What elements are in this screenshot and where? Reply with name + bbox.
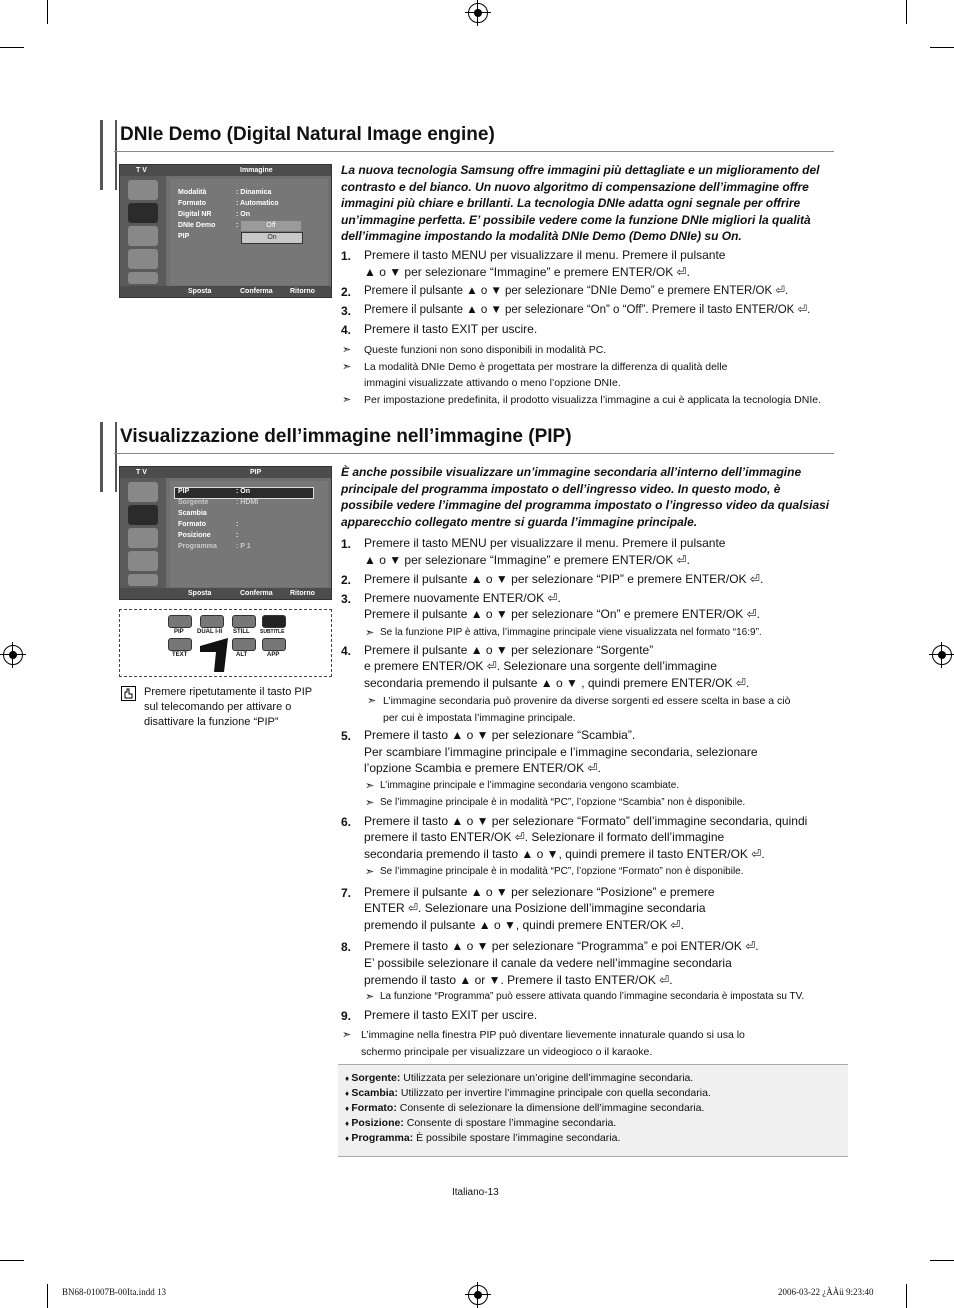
step-text: ▲ o ▼ per selezionare “Immagine” e premere ENTER/OK ⏎.: [364, 553, 690, 567]
step-text: Premere il tasto MENU per visualizzare il menu. Premere il pulsante: [364, 536, 726, 550]
osd-row-value: :: [236, 222, 239, 229]
registration-mark-icon: [932, 645, 952, 665]
sound-icon: [128, 226, 158, 246]
step-text: Premere il pulsante ▲ o ▼ per selezionare “On” o “Off”. Premere il tasto ENTER/OK ⏎.: [364, 304, 811, 316]
osd-row-label: Formato: [178, 200, 206, 207]
bullet-icon: ♦: [345, 1119, 352, 1128]
osd-row-value: : On: [236, 488, 250, 495]
tip-text: Premere ripetutamente il tasto PIP: [144, 686, 313, 698]
step-text: secondaria premendo il tasto ▲ o ▼, quindi premere il tasto ENTER/OK ⏎.: [364, 847, 765, 861]
channel-icon: [128, 551, 158, 571]
osd-row-value: :: [236, 521, 239, 528]
step-text: Premere il tasto EXIT per uscire.: [364, 1008, 538, 1022]
note-arrow-icon: ➣: [365, 780, 375, 792]
tip-text: sul telecomando per attivare o: [144, 701, 292, 713]
step-number: 5.: [341, 729, 352, 743]
osd-row-value: :: [236, 532, 239, 539]
step-number: 3.: [341, 304, 352, 318]
definition-item: [345, 1071, 693, 1086]
osd-row-value: : On: [236, 211, 250, 218]
step-number: 1.: [341, 249, 352, 263]
channel-icon: [128, 249, 158, 269]
step-text: Premere il pulsante ▲ o ▼ per selezionare “On” e premere ENTER/OK ⏎.: [364, 607, 760, 621]
osd-row-label: DNIe Demo: [178, 222, 216, 229]
note-text: Queste funzioni non sono disponibili in modalità PC.: [364, 344, 607, 356]
note-text: immagini visualizzate attivando o meno l’opzione DNIe.: [364, 377, 621, 389]
section-title-dnie: DNIe Demo (Digital Natural Image engine): [120, 124, 495, 145]
osd-row-label: Scambia: [178, 510, 207, 517]
remote-key-dual: [200, 615, 224, 628]
osd-option-off: Off: [241, 221, 301, 231]
step-text: premendo il tasto ▲ or ▼. Premere il tasto ENTER/OK ⏎.: [364, 973, 673, 987]
section1-intro: La nuova tecnologia Samsung offre immagini più dettagliate e un miglioramento del contrasto e del bianco. Un nuovo algoritmo di compensazione dell’immagine offre immagini più chiare e brillanti. La tecnologia DNIe adatta ogni segnale per offrire un’immagine perfetta. E’ possibile vedere come la funzione DNIe migliori la qualità dell’immagine impostando la modalità DNIe Demo (Demo DNIe) su On.: [341, 163, 820, 243]
registration-mark-icon: [3, 645, 23, 665]
note-text: La funzione “Programma” può essere attivata quando l’immagine secondaria è impostata su TV.: [380, 991, 805, 1002]
osd-row-label: Programma: [178, 543, 217, 550]
step-text: Premere il tasto ▲ o ▼ per selezionare “Formato” dell’immagine secondaria, quindi: [364, 814, 808, 828]
note-text: L’immagine principale e l’immagine secondaria vengono scambiate.: [380, 780, 680, 791]
step-text: Premere il pulsante ▲ o ▼ per selezionare “Sorgente”: [364, 643, 654, 657]
osd-footer-move: Sposta: [188, 288, 212, 295]
step-text: premendo il pulsante ▲ o ▼, quindi premere ENTER/OK ⏎.: [364, 918, 684, 932]
note-text: Se la funzione PIP è attiva, l’immagine principale viene visualizzata nel formato “16:9”.: [380, 627, 762, 638]
definition-desc: Consente di spostare l’immagine secondaria.: [406, 1117, 617, 1129]
hand-note-icon: [121, 686, 136, 701]
remote-key: [262, 638, 286, 651]
setup-icon: [128, 272, 158, 284]
step-number: 4.: [341, 644, 352, 658]
note-arrow-icon: ➣: [365, 797, 375, 809]
remote-key: [168, 638, 192, 651]
definition-term: Programma:: [351, 1132, 414, 1144]
bullet-icon: ♦: [345, 1074, 352, 1083]
step-number: 6.: [341, 815, 352, 829]
definition-term: Formato:: [351, 1102, 397, 1114]
section-bar: [100, 422, 117, 492]
picture-icon: [128, 203, 158, 223]
note-arrow-icon: ➣: [342, 394, 352, 406]
remote-key-pip: [168, 615, 192, 628]
note-arrow-icon: ➣: [365, 627, 375, 639]
osd-footer-return: Ritorno: [290, 590, 315, 597]
step-number: 8.: [341, 940, 352, 954]
step-text: ▲ o ▼ per selezionare “Immagine” e premere ENTER/OK ⏎.: [364, 265, 690, 279]
picture-icon: [128, 505, 158, 525]
step-text: Premere il tasto MENU per visualizzare il menu. Premere il pulsante: [364, 248, 726, 262]
bullet-icon: ♦: [345, 1089, 352, 1098]
osd-row-value: : HDMI: [236, 499, 259, 506]
step-number: 3.: [341, 592, 352, 606]
remote-illustration: [119, 609, 332, 677]
definition-term: Posizione:: [351, 1117, 404, 1129]
bullet-icon: ♦: [345, 1104, 352, 1113]
section-title-pip: Visualizzazione dell’immagine nell’immagine (PIP): [120, 426, 572, 447]
tip-text: disattivare la funzione “PIP”: [144, 716, 279, 728]
step-number: 1.: [341, 537, 352, 551]
note-arrow-icon: ➣: [365, 991, 375, 1003]
registration-mark-icon: [468, 1285, 488, 1305]
note-text: Se l’immagine principale è in modalità “PC”, l’opzione “Scambia” non è disponibile.: [380, 797, 746, 808]
divider: [114, 151, 834, 152]
note-text: L’immagine nella finestra PIP può diventare lievemente innaturale quando si usa lo: [361, 1029, 745, 1041]
note-text: L’immagine secondaria può provenire da diverse sorgenti ed essere scelta in base a ciò: [383, 695, 791, 707]
osd-row-label: Sorgente: [178, 499, 209, 506]
step-number: 9.: [341, 1009, 352, 1023]
sound-icon: [128, 528, 158, 548]
definition-desc: È possibile spostare l’immagine secondaria.: [416, 1132, 621, 1144]
step-number: 2.: [341, 285, 352, 299]
osd-footer-return: Ritorno: [290, 288, 315, 295]
remote-key-label: PIP: [174, 629, 184, 635]
osd-row-value: : P 1: [236, 543, 251, 550]
osd-footer-enter: Conferma: [240, 288, 273, 295]
osd-row-label: PIP: [178, 233, 190, 240]
definition-desc: Consente di selezionare la dimensione dell’immagine secondaria.: [399, 1102, 705, 1114]
definition-item: [345, 1086, 711, 1101]
osd-row-value: : Dinamica: [236, 189, 272, 196]
step-text: Premere il pulsante ▲ o ▼ per selezionare “PIP” e premere ENTER/OK ⏎.: [364, 572, 764, 586]
osd-row-label: Formato: [178, 521, 206, 528]
remote-key-label: DUAL I-II: [197, 629, 223, 635]
registration-mark-icon: [468, 3, 488, 23]
definition-item: [345, 1116, 616, 1131]
remote-key-still: [232, 615, 256, 628]
osd-menu-immagine: [119, 164, 332, 298]
note-text: Per impostazione predefinita, il prodotto visualizza l’immagine a cui è applicata la tecnologia DNIe.: [364, 394, 821, 406]
input-icon: [128, 180, 158, 200]
osd-footer-enter: Conferma: [240, 590, 273, 597]
definition-item: [345, 1131, 620, 1146]
pointing-hand-icon: [196, 632, 236, 674]
divider: [114, 453, 834, 454]
step-text: E’ possibile selezionare il canale da vedere nell’immagine secondaria: [364, 956, 732, 970]
definition-desc: Utilizzato per invertire l’immagine principale con quella secondaria.: [400, 1087, 711, 1099]
note-arrow-icon: ➣: [342, 361, 352, 373]
note-arrow-icon: ➣: [342, 1029, 352, 1041]
note-arrow-icon: ➣: [367, 695, 377, 707]
step-text: Premere nuovamente ENTER/OK ⏎.: [364, 591, 561, 605]
note-text: per cui è impostata l’immagine principale.: [383, 712, 576, 724]
osd-row-label: Posizione: [178, 532, 211, 539]
osd-row-label: Digital NR: [178, 211, 212, 218]
remote-key-label: STILL: [233, 629, 250, 635]
osd-tv-label: T V: [136, 167, 147, 174]
osd-menu-pip: [119, 466, 332, 600]
step-text: e premere ENTER/OK ⏎. Selezionare una sorgente dell’immagine: [364, 659, 717, 673]
remote-key-label: TEXT: [172, 652, 188, 658]
note-text: La modalità DNIe Demo è progettata per mostrare la differenza di qualità delle: [364, 361, 728, 373]
section2-intro: È anche possibile visualizzare un’immagine secondaria all’interno dell’immagine principale del programma impostato o dell’ingresso video. In questo modo, è possibile vedere l’immagine del programma impostato o l’ingresso video da qualsiasi apparecchio collegato mentre si guarda l’immagine principale.: [341, 465, 830, 529]
bullet-icon: ♦: [345, 1134, 352, 1143]
page-number: Italiano-13: [452, 1187, 499, 1198]
step-text: Premere il pulsante ▲ o ▼ per selezionare “DNIe Demo” e premere ENTER/OK ⏎.: [364, 285, 789, 297]
note-text: schermo principale per visualizzare un videogioco o il karaoke.: [361, 1046, 653, 1058]
step-text: Premere il tasto ▲ o ▼ per selezionare “Programma” e poi ENTER/OK ⏎.: [364, 939, 759, 953]
osd-footer-move: Sposta: [188, 590, 212, 597]
print-date: 2006-03-22 ¿ÀÀü 9:23:40: [778, 1287, 874, 1297]
step-text: Premere il tasto EXIT per uscire.: [364, 322, 538, 336]
definition-term: Scambia:: [351, 1087, 398, 1099]
step-text: Premere il pulsante ▲ o ▼ per selezionare “Posizione” e premere: [364, 885, 715, 899]
remote-key-label: SUBTITLE: [260, 629, 285, 635]
osd-row-value: : Automatico: [236, 200, 279, 207]
input-icon: [128, 482, 158, 502]
step-text: ENTER ⏎. Selezionare una Posizione dell’immagine secondaria: [364, 901, 706, 915]
setup-icon: [128, 574, 158, 586]
osd-title: PIP: [250, 469, 262, 476]
step-number: 4.: [341, 323, 352, 337]
osd-option-on: On: [241, 232, 303, 244]
osd-tv-label: T V: [136, 469, 147, 476]
note-arrow-icon: ➣: [365, 866, 375, 878]
osd-row-label: Modalità: [178, 189, 207, 196]
step-text: l’opzione Scambia e premere ENTER/OK ⏎.: [364, 761, 601, 775]
step-text: Per scambiare l’immagine principale e l’immagine secondaria, selezionare: [364, 745, 758, 759]
step-text: secondaria premendo il pulsante ▲ o ▼ , quindi premere ENTER/OK ⏎.: [364, 676, 750, 690]
remote-key-subtitle: [262, 615, 286, 628]
step-number: 2.: [341, 573, 352, 587]
step-number: 7.: [341, 886, 352, 900]
section-bar: [100, 120, 117, 190]
osd-title: Immagine: [240, 167, 273, 174]
file-name: BN68-01007B-00Ita.indd 13: [62, 1287, 166, 1297]
step-text: Premere il tasto ▲ o ▼ per selezionare “Scambia”.: [364, 728, 636, 742]
definition-desc: Utilizzata per selezionare un’origine dell’immagine secondaria.: [403, 1072, 694, 1084]
step-text: premere il tasto ENTER/OK ⏎. Selezionare il formato dell’immagine: [364, 830, 725, 844]
note-text: Se l’immagine principale è in modalità “PC”, l’opzione “Formato” non è disponibile.: [380, 866, 744, 877]
osd-row-label: PIP: [178, 488, 190, 495]
definition-item: [345, 1101, 704, 1116]
definition-term: Sorgente:: [351, 1072, 401, 1084]
remote-key-label: APP: [267, 652, 280, 658]
remote-key-label: ALT: [236, 652, 248, 658]
note-arrow-icon: ➣: [342, 344, 352, 356]
